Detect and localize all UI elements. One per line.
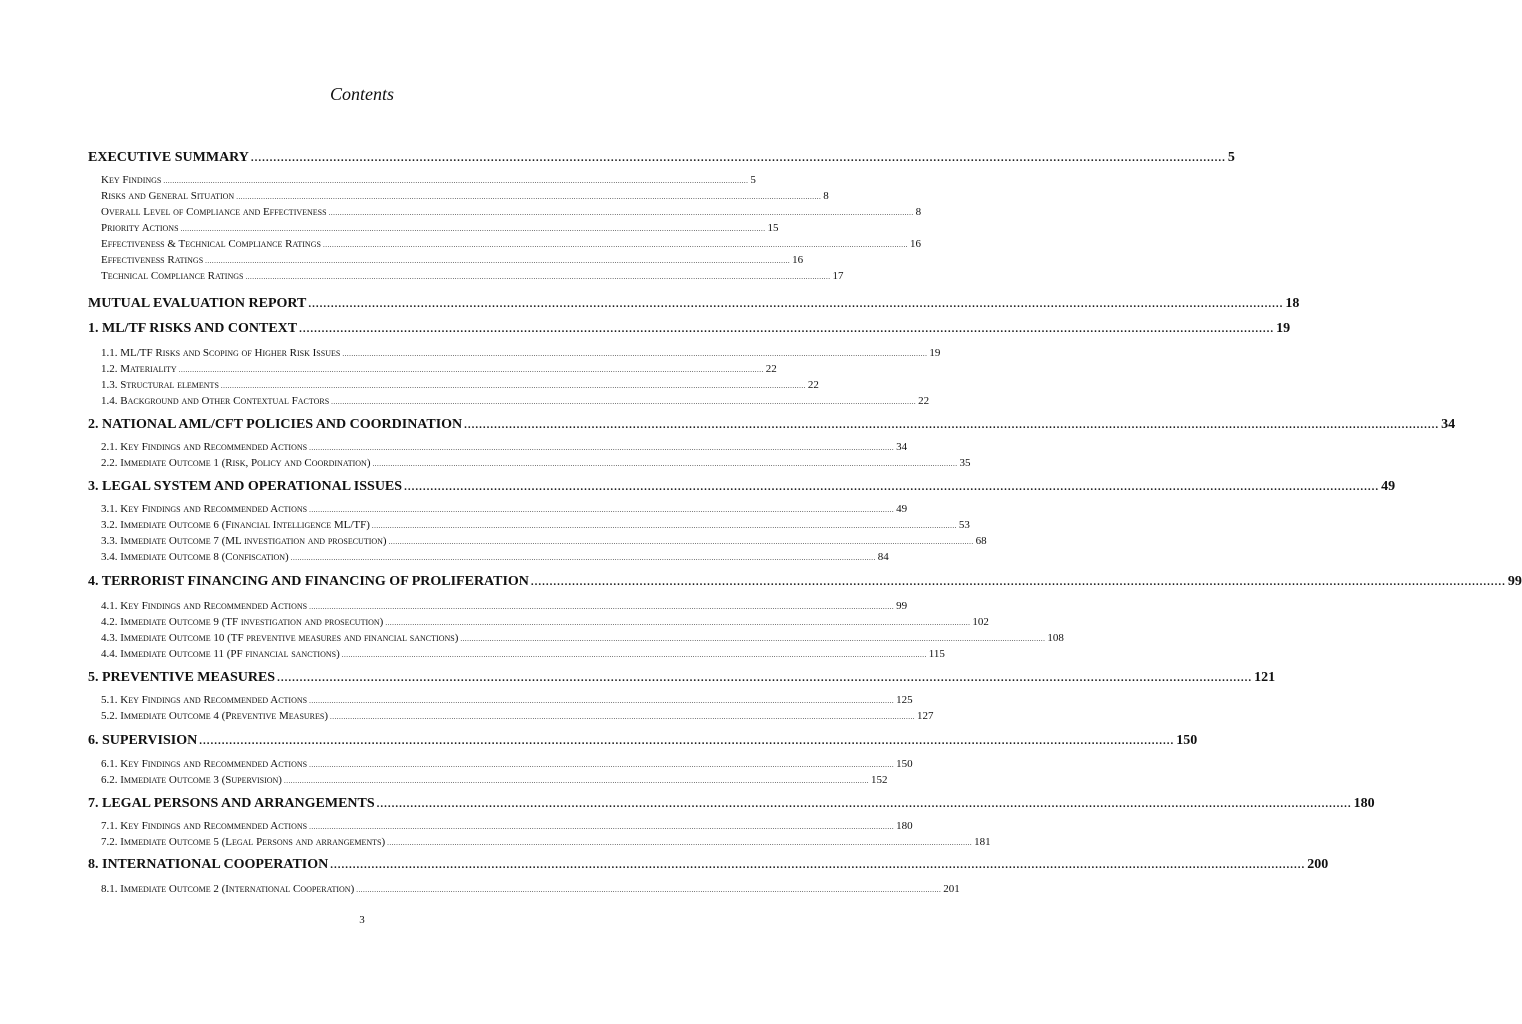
- toc-page-number: 19: [929, 347, 941, 359]
- toc-entry[interactable]: [88, 174, 756, 186]
- toc-page-number: 49: [896, 503, 908, 515]
- dot-leader: ....................................................................................................................................................................................................................................................................: [372, 460, 958, 468]
- toc-entry[interactable]: [88, 503, 908, 515]
- toc-entry[interactable]: [88, 379, 819, 391]
- toc-entry[interactable]: [88, 190, 829, 202]
- dot-leader: ....................................................................................................................................................................................................................................................................: [299, 323, 1275, 335]
- toc-page-number: 22: [807, 379, 819, 391]
- dot-leader: ....................................................................................................................................................................................................................................................................: [309, 761, 895, 769]
- toc-label: 4. TERRORIST FINANCING AND FINANCING OF PROLIFERATION: [88, 574, 529, 589]
- toc-heading[interactable]: [88, 733, 1198, 749]
- dot-leader: ....................................................................................................................................................................................................................................................................: [341, 651, 927, 659]
- toc-page-number: 125: [896, 694, 913, 706]
- toc-entry[interactable]: [88, 616, 989, 628]
- toc-page-number: 16: [909, 238, 921, 250]
- dot-leader: ....................................................................................................................................................................................................................................................................: [356, 886, 942, 894]
- toc-page-number: 121: [1254, 670, 1276, 685]
- toc-entry[interactable]: [88, 535, 987, 547]
- toc-label: 7. LEGAL PERSONS AND ARRANGEMENTS: [88, 796, 375, 811]
- toc-page-number: 108: [1047, 632, 1064, 644]
- toc-label: 4.3. Immediate Outcome 10 (TF preventive measures and financial sanctions): [101, 632, 459, 644]
- toc-heading[interactable]: [88, 670, 1276, 686]
- dot-leader: ....................................................................................................................................................................................................................................................................: [309, 603, 895, 611]
- toc-page-number: 5: [1227, 150, 1235, 165]
- toc-label: Overall Level of Compliance and Effectiveness: [101, 206, 327, 218]
- toc-label: Risks and General Situation: [101, 190, 235, 202]
- toc-heading[interactable]: [88, 150, 1235, 166]
- toc-entry[interactable]: [88, 774, 888, 786]
- toc-entry[interactable]: [88, 710, 934, 722]
- toc-page-number: 181: [974, 836, 991, 848]
- toc-heading[interactable]: [88, 296, 1300, 312]
- toc-entry[interactable]: [88, 441, 908, 453]
- dot-leader: ....................................................................................................................................................................................................................................................................: [236, 193, 822, 201]
- dot-leader: ....................................................................................................................................................................................................................................................................: [180, 225, 766, 233]
- page-title: Contents: [329, 84, 394, 104]
- dot-leader: ....................................................................................................................................................................................................................................................................: [250, 152, 1226, 164]
- toc-entry[interactable]: [88, 347, 941, 359]
- toc-page-number: 99: [1507, 574, 1522, 589]
- toc-entry[interactable]: [88, 222, 779, 234]
- toc-label: 3. LEGAL SYSTEM AND OPERATIONAL ISSUES: [88, 479, 403, 494]
- toc-label: 7.1. Key Findings and Recommended Actions: [101, 820, 308, 832]
- dot-leader: ....................................................................................................................................................................................................................................................................: [205, 257, 791, 265]
- dot-leader: ....................................................................................................................................................................................................................................................................: [530, 576, 1506, 588]
- toc-entry[interactable]: [88, 270, 844, 282]
- dot-leader: ....................................................................................................................................................................................................................................................................: [376, 798, 1352, 810]
- dot-leader: ....................................................................................................................................................................................................................................................................: [309, 444, 895, 452]
- toc-page-number: 8: [823, 190, 829, 202]
- dot-leader: ....................................................................................................................................................................................................................................................................: [328, 209, 914, 217]
- toc-page-number: 68: [975, 535, 987, 547]
- toc-page-number: 99: [896, 600, 908, 612]
- toc-page-number: 34: [1441, 417, 1456, 432]
- toc-entry[interactable]: [88, 694, 913, 706]
- toc-label: 1.4. Background and Other Contextual Factors: [101, 395, 330, 407]
- toc-heading[interactable]: [88, 417, 1456, 433]
- toc-page-number: 22: [918, 395, 930, 407]
- toc-page-number: 8: [915, 206, 922, 218]
- page-number: 3: [359, 914, 365, 926]
- toc-label: 1.3. Structural elements: [101, 379, 219, 391]
- toc-label: Effectiveness Ratings: [101, 254, 204, 266]
- toc-entry[interactable]: [88, 820, 913, 832]
- toc-label: Technical Compliance Ratings: [101, 270, 244, 282]
- toc-label: Effectiveness & Technical Compliance Ratings: [101, 238, 321, 250]
- toc-entry[interactable]: [88, 600, 908, 612]
- dot-leader: ....................................................................................................................................................................................................................................................................: [322, 241, 908, 249]
- toc-page-number: 150: [896, 758, 913, 770]
- dot-leader: ....................................................................................................................................................................................................................................................................: [245, 273, 831, 281]
- toc-entry[interactable]: [88, 758, 913, 770]
- toc-page-number: 127: [917, 710, 934, 722]
- toc-page-number: 49: [1381, 479, 1396, 494]
- toc-label: 1. ML/TF RISKS AND CONTEXT: [88, 321, 298, 336]
- dot-leader: ....................................................................................................................................................................................................................................................................: [290, 554, 876, 562]
- toc-label: 5.2. Immediate Outcome 4 (Preventive Measures): [101, 710, 329, 722]
- dot-leader: ....................................................................................................................................................................................................................................................................: [330, 859, 1306, 871]
- toc-page-number: 18: [1285, 296, 1300, 311]
- toc-entry[interactable]: [88, 395, 930, 407]
- dot-leader: ....................................................................................................................................................................................................................................................................: [342, 350, 928, 358]
- toc-label: 2. NATIONAL AML/CFT POLICIES AND COORDINATION: [88, 417, 463, 432]
- toc-heading[interactable]: [88, 857, 1329, 873]
- dot-leader: ....................................................................................................................................................................................................................................................................: [309, 697, 895, 705]
- dot-leader: ....................................................................................................................................................................................................................................................................: [220, 382, 806, 390]
- toc-page-number: 53: [958, 519, 970, 531]
- toc-label: 7.2. Immediate Outcome 5 (Legal Persons and arrangements): [101, 836, 386, 848]
- dot-leader: ....................................................................................................................................................................................................................................................................: [385, 619, 971, 627]
- dot-leader: ....................................................................................................................................................................................................................................................................: [387, 839, 973, 847]
- toc-entry[interactable]: [88, 632, 1064, 644]
- toc-page-number: 84: [877, 551, 889, 563]
- toc-label: 2.2. Immediate Outcome 1 (Risk, Policy and Coordination): [101, 457, 371, 469]
- dot-leader: ....................................................................................................................................................................................................................................................................: [460, 635, 1046, 643]
- dot-leader: ....................................................................................................................................................................................................................................................................: [371, 522, 957, 530]
- dot-leader: ....................................................................................................................................................................................................................................................................: [199, 735, 1175, 747]
- dot-leader: ....................................................................................................................................................................................................................................................................: [309, 823, 895, 831]
- toc-entry[interactable]: [88, 238, 921, 250]
- toc-page-number: 5: [750, 174, 756, 186]
- toc-label: 5.1. Key Findings and Recommended Actions: [101, 694, 308, 706]
- dot-leader: ....................................................................................................................................................................................................................................................................: [283, 777, 869, 785]
- toc-label: 2.1. Key Findings and Recommended Actions: [101, 441, 308, 453]
- toc-label: 3.2. Immediate Outcome 6 (Financial Intelligence ML/TF): [101, 519, 370, 531]
- toc-label: 5. PREVENTIVE MEASURES: [88, 670, 276, 685]
- toc-entry[interactable]: [88, 457, 971, 469]
- toc-label: 1.2. Materiality: [101, 363, 177, 375]
- toc-label: 6. SUPERVISION: [88, 733, 198, 748]
- toc-page-number: 34: [896, 441, 908, 453]
- dot-leader: ....................................................................................................................................................................................................................................................................: [388, 538, 974, 546]
- toc-page-number: 200: [1307, 857, 1329, 872]
- toc-label: 4.2. Immediate Outcome 9 (TF investigation and prosecution): [101, 616, 384, 628]
- toc-label: EXECUTIVE SUMMARY: [88, 150, 249, 165]
- toc-label: 8.1. Immediate Outcome 2 (International Cooperation): [101, 883, 355, 895]
- toc-entry[interactable]: [88, 551, 889, 563]
- toc-page-number: 150: [1176, 733, 1198, 748]
- toc-page-number: 152: [870, 774, 888, 786]
- toc-heading[interactable]: [88, 321, 1291, 337]
- toc-heading[interactable]: [88, 479, 1396, 495]
- toc-page-number: 17: [832, 270, 844, 282]
- toc-entry[interactable]: [88, 836, 991, 848]
- toc-label: 3.3. Immediate Outcome 7 (ML investigation and prosecution): [101, 535, 387, 547]
- toc-label: 3.4. Immediate Outcome 8 (Confiscation): [101, 551, 289, 563]
- toc-page-number: 19: [1276, 321, 1291, 336]
- dot-leader: ....................................................................................................................................................................................................................................................................: [163, 177, 749, 185]
- toc-page-number: 15: [767, 222, 779, 234]
- toc-heading[interactable]: [88, 574, 1522, 590]
- toc-label: 1.1. ML/TF Risks and Scoping of Higher Risk Issues: [101, 347, 341, 359]
- toc-label: MUTUAL EVALUATION REPORT: [88, 296, 307, 311]
- dot-leader: ....................................................................................................................................................................................................................................................................: [330, 713, 916, 721]
- toc-label: 8. INTERNATIONAL COOPERATION: [88, 857, 329, 872]
- toc-label: 4.4. Immediate Outcome 11 (PF financial sanctions): [101, 648, 340, 660]
- toc-page-number: 180: [896, 820, 913, 832]
- toc-page-number: 180: [1353, 796, 1375, 811]
- dot-leader: ....................................................................................................................................................................................................................................................................: [331, 398, 917, 406]
- toc-label: 3.1. Key Findings and Recommended Actions: [101, 503, 308, 515]
- toc-page-number: 16: [792, 254, 804, 266]
- toc-entry[interactable]: [88, 254, 804, 266]
- toc-label: Key Findings: [101, 174, 162, 186]
- toc-label: 6.1. Key Findings and Recommended Actions: [101, 758, 308, 770]
- toc-page-number: 35: [959, 457, 971, 469]
- dot-leader: ....................................................................................................................................................................................................................................................................: [308, 298, 1284, 310]
- toc-entry[interactable]: [88, 363, 777, 375]
- toc-page-number: 22: [765, 363, 777, 375]
- dot-leader: ....................................................................................................................................................................................................................................................................: [309, 506, 895, 514]
- toc-label: 4.1. Key Findings and Recommended Actions: [101, 600, 308, 612]
- dot-leader: ....................................................................................................................................................................................................................................................................: [464, 419, 1440, 431]
- toc-label: Priority Actions: [101, 222, 179, 234]
- toc-entry[interactable]: [88, 519, 970, 531]
- toc-page-number: 102: [972, 616, 989, 628]
- dot-leader: ....................................................................................................................................................................................................................................................................: [277, 672, 1253, 684]
- toc-entry[interactable]: [88, 648, 945, 660]
- dot-leader: ....................................................................................................................................................................................................................................................................: [178, 366, 764, 374]
- toc-page-number: 201: [943, 883, 960, 895]
- toc-entry[interactable]: [88, 883, 960, 895]
- toc-label: 6.2. Immediate Outcome 3 (Supervision): [101, 774, 282, 786]
- toc-heading[interactable]: [88, 796, 1375, 812]
- dot-leader: ....................................................................................................................................................................................................................................................................: [404, 481, 1380, 493]
- toc-entry[interactable]: [88, 206, 922, 218]
- toc-page-number: 115: [928, 648, 945, 660]
